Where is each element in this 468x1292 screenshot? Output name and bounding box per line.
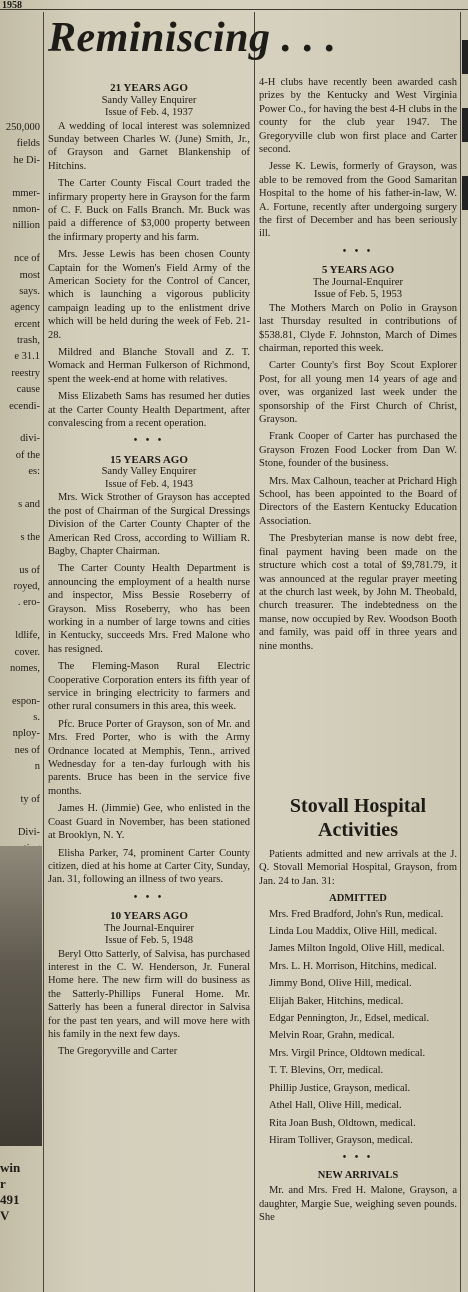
arrivals-heading: NEW ARRIVALS xyxy=(317,1169,399,1181)
article-paragraph: 4-H clubs have recently been awarded cash prizes by the Kentucky and West Virginia Power Co., for having the best 4-H clubs in the county for the club year 1947. The Gregoryville club won first place and Carter second. xyxy=(259,77,458,156)
fragment-line: nillion xyxy=(12,220,40,232)
fragment-line xyxy=(0,677,40,693)
photo-caption-fragment xyxy=(0,1160,42,1224)
article-paragraph: Mrs. Jesse Lewis has been chosen County Captain for the Women's Field Army of the American Society for the Control of Cancer, which is launching a vigorous publicity campaign leading up to the enlistment drive which will be held during the week of Feb. 21-28. xyxy=(48,249,250,341)
fragment-line: royed, xyxy=(13,580,40,592)
article-paragraph: Mildred and Blanche Stovall and Z. T. Womack and Herman Fulkerson of Richmond, spent the week-end at home with relatives. xyxy=(48,347,250,385)
article-paragraph: Mrs. Max Calhoun, teacher at Prichard High School, has been appointed to the Board of Directors of the Eastern Kentucky Education Association. xyxy=(259,475,457,527)
section-header xyxy=(48,454,250,492)
cropped-photo xyxy=(0,846,42,1146)
admitted-entry: T. T. Blevins, Orr, medical. xyxy=(269,1065,384,1077)
fragment-line: nes of xyxy=(14,744,40,756)
fragment-line: cover. xyxy=(14,646,40,658)
admitted-entry: Mrs. L. H. Morrison, Hitchins, medical. xyxy=(269,960,437,972)
section-divider: • • • xyxy=(342,245,374,257)
page-number: 1958 xyxy=(2,0,22,11)
section-header xyxy=(48,82,250,120)
fragment-line xyxy=(0,808,40,824)
fragment-line xyxy=(0,513,40,529)
section-years-ago: 10 YEARS AGO xyxy=(110,910,188,923)
admitted-entry: Mrs. Virgil Prince, Oldtown medical. xyxy=(269,1047,426,1059)
hospital-title: Stovall Hospital Activities xyxy=(289,795,427,841)
column-rule-left xyxy=(43,12,44,1292)
section-years-ago: 5 YEARS AGO xyxy=(321,264,395,277)
article-paragraph: The Carter County Fiscal Court traded the infirmary property here in Grayson for the farm of C. F. Buck on Falls Branch. Mr. Buck was paid a difference of $3,000 property between the infirmary property and his farm. xyxy=(48,178,250,243)
article-paragraph: A wedding of local interest was solemnized Sunday between Charles W. (June) Smith, Jr., of Grayson and Garnet Blankenship of Hitchins. xyxy=(48,120,250,172)
fragment-line: es: xyxy=(28,466,40,478)
fragment-line: he Di- xyxy=(13,154,40,166)
article-paragraph: Mrs. Wick Strother of Grayson has accepted the post of Chairman of the Surgical Dressings Division of the Carter County Chapter of the American Red Cross, according to William R. Bagby, Chapter Chairman. xyxy=(48,492,250,557)
fragment-line: ecendi- xyxy=(9,400,40,412)
fragment-line xyxy=(0,415,40,431)
fragment-line: nploy- xyxy=(12,728,40,740)
section-divider: • • • xyxy=(342,1152,374,1164)
caption-line: V xyxy=(0,1208,10,1223)
admitted-entry: Hiram Tolliver, Grayson, medical. xyxy=(269,1134,413,1146)
article-column-right xyxy=(259,76,457,657)
article-paragraph: The Mothers March on Polio in Grayson last Thursday resulted in contributions of $538.81, Clyde F. Johnston, March of Dimes chairman, reported this week. xyxy=(259,302,457,354)
page-title: Reminiscing . . . xyxy=(48,15,337,61)
fragment-line: of the xyxy=(15,449,40,461)
section-paper: The Journal-Enquirer xyxy=(312,276,404,288)
fragment-line: s. xyxy=(33,712,40,724)
hospital-intro: Patients admitted and new arrivals at the J. Q. Stovall Memorial Hospital, Grayson, from Jan. 24 to Jan. 31: xyxy=(259,849,457,887)
caption-line: 491 xyxy=(0,1192,20,1207)
admitted-entry: James Milton Ingold, Olive Hill, medical. xyxy=(269,943,445,955)
article-paragraph: Beryl Otto Satterly, of Salvisa, has purchased interest in the C. W. Henderson, Jr. Funeral Home here. The new firm will do business as the Satterly-Phillips Funeral Home. Mr. Satterly has been a funeral director in Salvisa for the past ten years, and will move here with his family in the next few days. xyxy=(48,948,250,1041)
caption-line: win xyxy=(0,1160,21,1175)
article-paragraph: The Fleming-Mason Rural Electric Cooperative Corporation enters its fifth year of service in bringing electricity to farmers and other rural consumers in this area, this week. xyxy=(48,661,250,713)
fragment-line: . ero- xyxy=(17,597,40,609)
fragment-line: s and xyxy=(18,498,40,510)
fragment-line: 250,000 xyxy=(5,122,40,133)
top-rule xyxy=(0,9,468,10)
section-issue: Issue of Feb. 5, 1948 xyxy=(104,935,194,947)
admitted-list xyxy=(259,908,457,1148)
fragment-line: ldlife, xyxy=(15,630,40,642)
section-header xyxy=(48,910,250,948)
article-paragraph: The Carter County Health Department is announcing the employment of a health nurse and inspector, Miss Bessie Roseberry of Grayson. Miss Roseberry, who has been working in a number of large towns and cities in Kentucky, succeeds Mrs. Fred Malone who has resigned. xyxy=(48,563,250,655)
admitted-entry: Phillip Justice, Grayson, medical. xyxy=(269,1082,411,1094)
admitted-entry: Linda Lou Maddix, Olive Hill, medical. xyxy=(269,926,437,938)
section-paper: The Journal-Enquirer xyxy=(103,922,195,934)
fragment-line: Divi- xyxy=(17,826,40,838)
fragment-line: e 31.1 xyxy=(14,351,40,363)
fragment-line: fields xyxy=(16,138,40,150)
fragment-line xyxy=(0,612,40,628)
fragment-line: cause xyxy=(16,384,40,396)
fragment-line xyxy=(0,169,40,185)
fragment-line: espon- xyxy=(12,695,40,707)
article-paragraph: Miss Elizabeth Sams has resumed her duties at the Carter County Health Department, after convalescing from a recent operation. xyxy=(48,391,250,430)
section-divider: • • • xyxy=(133,891,165,903)
admitted-entry: Rita Joan Bush, Oldtown, medical. xyxy=(269,1117,416,1129)
article-paragraph: Jesse K. Lewis, formerly of Grayson, was able to be removed from the Good Samaritan Hospital to the home of his father-in-law, W. A. Fortune, recently after undergoing surgery the first of December and has been seriously ill. xyxy=(259,161,457,240)
article-paragraph: The Presbyterian manse is now debt free, final payment having been made on the structure which cost a total of $9,781.79, it was announced at the regular prayer meeting at the church last week, by John M. Theobald, church treasurer. The indebtedness on the manse, now occupied by Rev. Woodson Booth and family, was paid off in three years and nine months. xyxy=(259,533,457,652)
admitted-entry: Melvin Roar, Grahn, medical. xyxy=(269,1030,395,1042)
section-paper: Sandy Valley Enquirer xyxy=(101,94,197,106)
admitted-entry: Elijah Baker, Hitchins, medical. xyxy=(269,995,404,1007)
section-years-ago: 15 YEARS AGO xyxy=(110,453,188,466)
arrival-entry: Mr. and Mrs. Fred H. Malone, Grayson, a daughter, Margie Sue, weighing seven pounds. She xyxy=(259,1185,457,1223)
fragment-line: n xyxy=(34,761,40,773)
section-divider: • • • xyxy=(133,435,165,447)
fragment-line: says. xyxy=(19,285,40,297)
fragment-line: trash, xyxy=(16,335,40,347)
admitted-entry: Jimmy Bond, Olive Hill, medical. xyxy=(269,978,412,990)
fragment-line: nce of xyxy=(14,253,40,265)
fragment-line xyxy=(0,546,40,562)
fragment-line: us of xyxy=(19,564,40,576)
hospital-activities-box xyxy=(259,788,457,1228)
fragment-line: mmer- xyxy=(12,187,40,199)
column-rule-middle xyxy=(254,12,255,1292)
fragment-line xyxy=(0,776,40,792)
fragment-line: ty of xyxy=(20,794,40,806)
section-issue: Issue of Feb. 4, 1943 xyxy=(104,478,194,490)
column-rule-right xyxy=(460,12,461,1292)
right-edge-fragments xyxy=(462,40,468,244)
section-paper: Sandy Valley Enquirer xyxy=(101,466,197,478)
article-paragraph: Frank Cooper of Carter has purchased the Grayson Frozen Food Locker from Dan W. Stone, founder of the business. xyxy=(259,431,457,470)
section-header xyxy=(259,264,457,302)
fragment-line xyxy=(0,235,40,251)
fragment-line xyxy=(0,481,40,497)
article-paragraph: James H. (Jimmie) Gee, who enlisted in the Coast Guard in November, has been stationed at Brooklyn, N. Y. xyxy=(48,803,250,842)
admitted-entry: Mrs. Fred Bradford, John's Run, medical. xyxy=(269,908,444,920)
section-years-ago: 21 YEARS AGO xyxy=(110,82,188,94)
fragment-line: agency xyxy=(10,302,40,314)
article-paragraph: Carter County's first Boy Scout Explorer Post, for all young men 14 years of age and over, was organized last week under the sponsorship of the First Church of Christ, Grayson. xyxy=(259,360,457,426)
fragment-line: reestry xyxy=(11,367,40,379)
article-paragraph: The Gregoryville and Carter xyxy=(58,1046,178,1058)
caption-line: r xyxy=(0,1176,6,1191)
fragment-line: ercent xyxy=(14,318,40,330)
section-issue: Issue of Feb. 4, 1937 xyxy=(104,107,194,118)
fragment-line: most xyxy=(19,269,40,281)
article-paragraph: Elisha Parker, 74, prominent Carter County citizen, died at his home at Carter City, Sunday, Jan. 31, following an illness of two years. xyxy=(48,847,250,886)
fragment-line: s the xyxy=(20,531,40,543)
admitted-entry: Athel Hall, Olive Hill, medical. xyxy=(269,1100,402,1112)
admitted-heading: ADMITTED xyxy=(329,893,387,905)
admitted-entry: Edgar Pennington, Jr., Edsel, medical. xyxy=(269,1013,430,1025)
section-issue: Issue of Feb. 5, 1953 xyxy=(313,289,403,301)
fragment-line: nomes, xyxy=(9,662,40,674)
article-paragraph: Pfc. Bruce Porter of Grayson, son of Mr. and Mrs. Fred Porter, who is with the Army Ordnance located at Memphis, Tenn., arrived Wednesday for a ten-day furlough with his parents. Bruce has been in the service five months. xyxy=(48,718,250,797)
article-column-left xyxy=(48,76,250,1063)
fragment-line: divi- xyxy=(20,433,40,445)
fragment-line: nmon- xyxy=(12,203,40,215)
